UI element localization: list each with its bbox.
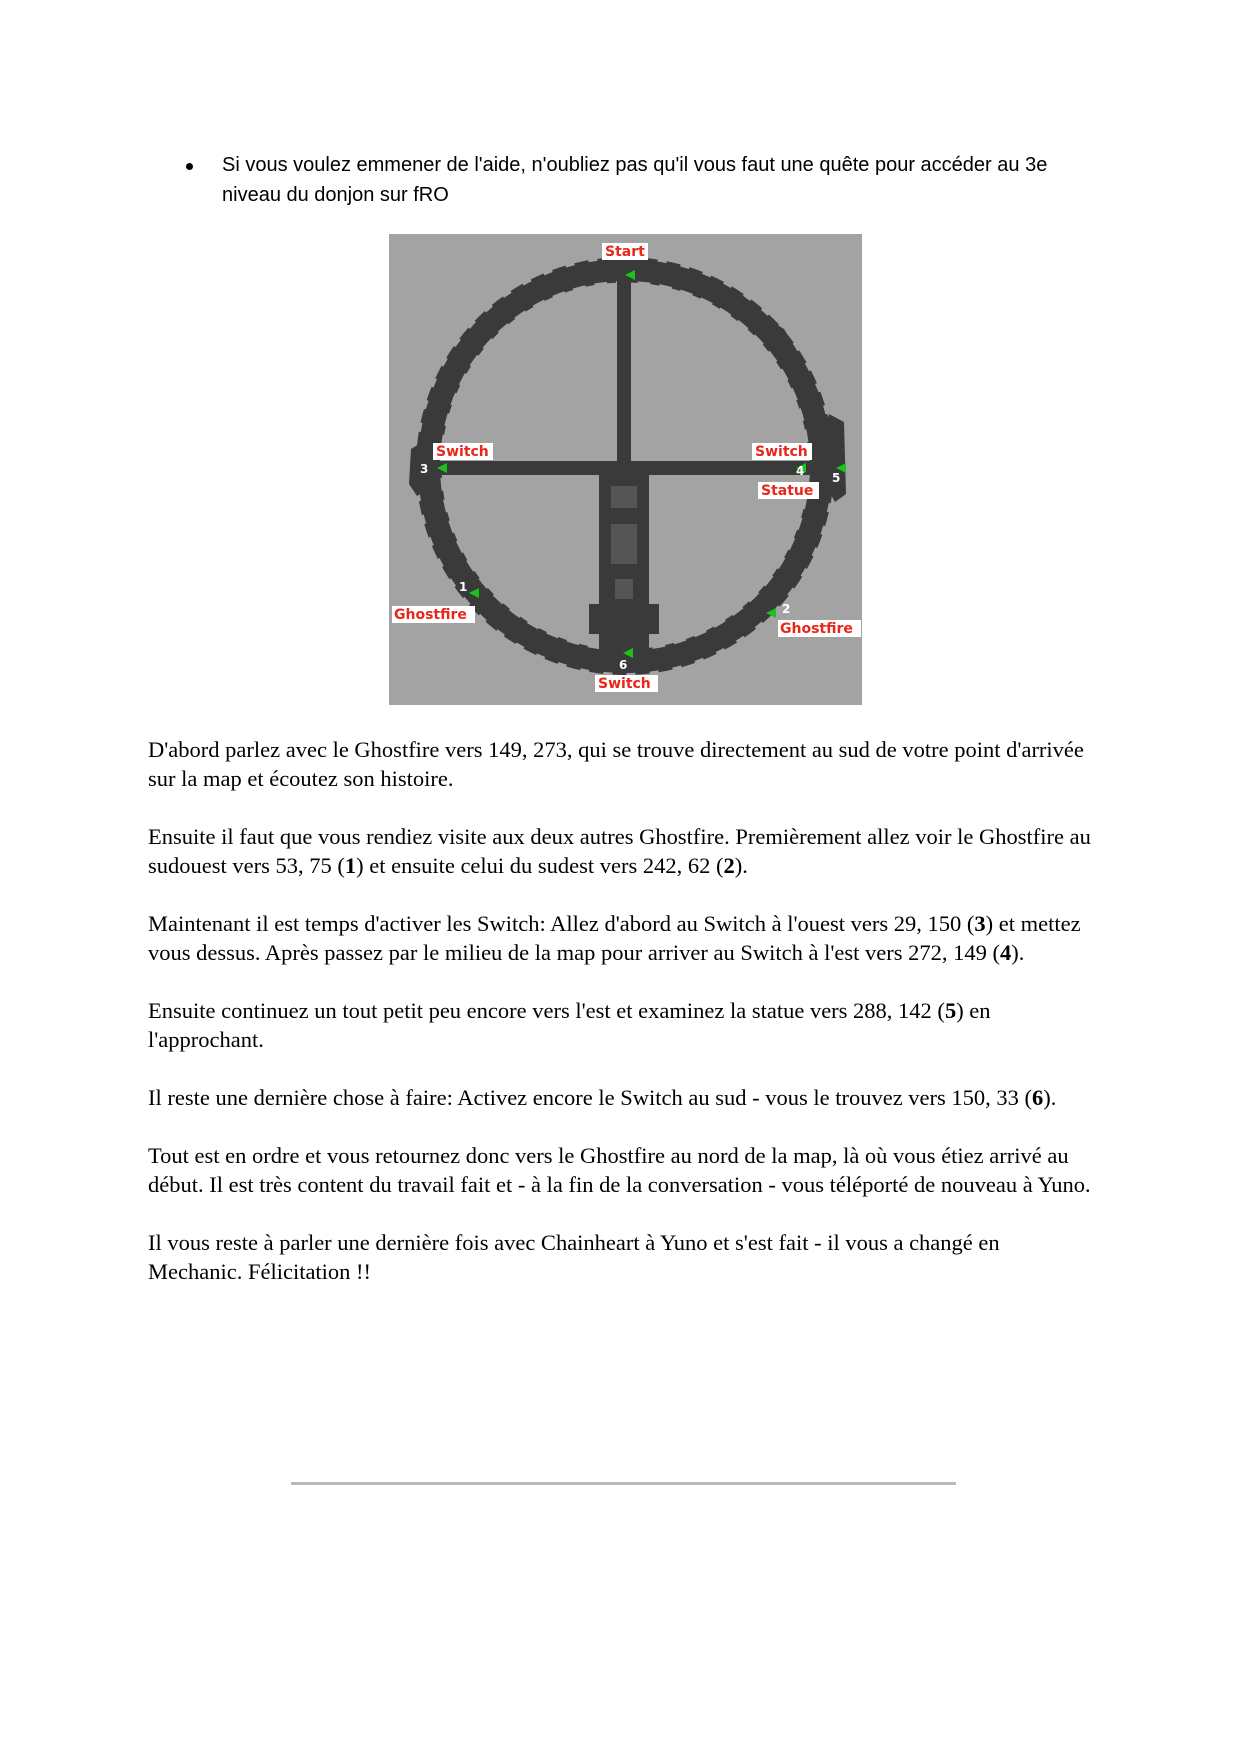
switch-west-label: Switch: [436, 444, 489, 460]
paragraph-1: [148, 735, 1098, 793]
map-number-4: 4: [796, 464, 805, 478]
paragraph-2-ref-1: 1: [344, 853, 357, 878]
map-number-2: 2: [782, 602, 791, 616]
paragraph-1-text: D'abord parlez avec le Ghostfire vers 149, 273, qui se trouve directement au sud de votre point d'arrivée sur la map et écoutez son histoire.: [148, 737, 1084, 791]
paragraph-2-ref-2: 2: [723, 853, 735, 878]
dungeon-map: [389, 234, 862, 705]
paragraph-5-text-a: Il reste une dernière chose à faire: Activez encore le Switch au sud - vous le trouvez vers 150, 33 (: [148, 1085, 1033, 1110]
paragraph-2-text-a: Ensuite il faut que vous rendiez visite aux deux autres Ghostfire. Premièrement allez voir le Ghostfire au sudouest vers 53, 75 (: [148, 824, 1091, 878]
paragraph-3-text-c: ).: [1011, 940, 1025, 965]
paragraph-4-text-a: Ensuite continuez un tout petit peu encore vers l'est et examinez la statue vers 288, 142 (: [148, 998, 945, 1023]
paragraph-5-ref-6: 6: [1032, 1085, 1044, 1110]
paragraph-6: [148, 1141, 1098, 1199]
ghostfire-se-label: Ghostfire: [780, 621, 853, 637]
paragraph-4: [148, 996, 1098, 1054]
paragraph-3-text-a: Maintenant il est temps d'activer les Switch: Allez d'abord au Switch à l'ouest vers 29, 150 (: [148, 911, 975, 936]
paragraph-7-text: Il vous reste à parler une dernière fois avec Chainheart à Yuno et s'est fait - il vous a changé en Mechanic. Félicitation !!: [148, 1230, 1000, 1284]
map-rough-east: [825, 414, 846, 502]
paragraph-3-ref-4: 4: [999, 940, 1012, 965]
map-number-6: 6: [619, 658, 628, 672]
map-number-5: 5: [832, 471, 841, 485]
map-number-3: 3: [420, 462, 429, 476]
horizontal-divider: [291, 1482, 956, 1485]
switch-south-label: Switch: [598, 676, 651, 692]
paragraph-2-text-b: ) et ensuite celui du sudest vers 242, 62 (: [356, 853, 724, 878]
paragraph-6-text: Tout est en ordre et vous retournez donc vers le Ghostfire au nord de la map, là où vous étiez arrivé au début. Il est très content du travail fait et - à la fin de la conversation - vous téléporté de nouveau à Yuno.: [148, 1143, 1091, 1197]
paragraph-5-text-c: ).: [1043, 1085, 1057, 1110]
paragraph-5: [148, 1083, 1098, 1112]
bullet-dot-icon: [186, 163, 193, 170]
paragraph-3-ref-3: 3: [974, 911, 986, 936]
map-cross-road: [421, 461, 823, 475]
bullet-text: Si vous voulez emmener de l'aide, n'oubliez pas qu'il vous faut une quête pour accéder au 3e niveau du donjon sur fRO: [222, 154, 1048, 206]
paragraph-7: [148, 1228, 1098, 1286]
map-south-room-3: [615, 579, 633, 599]
map-north-road: [617, 262, 631, 492]
map-south-wide-block: [589, 604, 659, 634]
start-label: Start: [605, 244, 645, 260]
ghostfire-sw-label: Ghostfire: [394, 607, 467, 623]
map-south-room-1: [611, 486, 637, 508]
paragraph-3-text-b: ) et mettez vous dessus. Après passez par le milieu de la map pour arriver au Switch à l'est vers 272, 149 (: [148, 911, 1081, 965]
paragraph-3: [148, 909, 1098, 967]
instructions-body: [148, 735, 1098, 1315]
paragraph-4-text-c: ) en l'approchant.: [148, 998, 991, 1052]
map-south-room-2: [611, 524, 637, 564]
paragraph-2: [148, 822, 1098, 880]
switch-east-label: Switch: [755, 444, 808, 460]
bullet-item: [186, 150, 1106, 210]
paragraph-2-text-c: ).: [734, 853, 748, 878]
map-number-1: 1: [459, 580, 468, 594]
paragraph-4-ref-5: 5: [944, 998, 957, 1023]
statue-label: Statue: [761, 483, 814, 499]
